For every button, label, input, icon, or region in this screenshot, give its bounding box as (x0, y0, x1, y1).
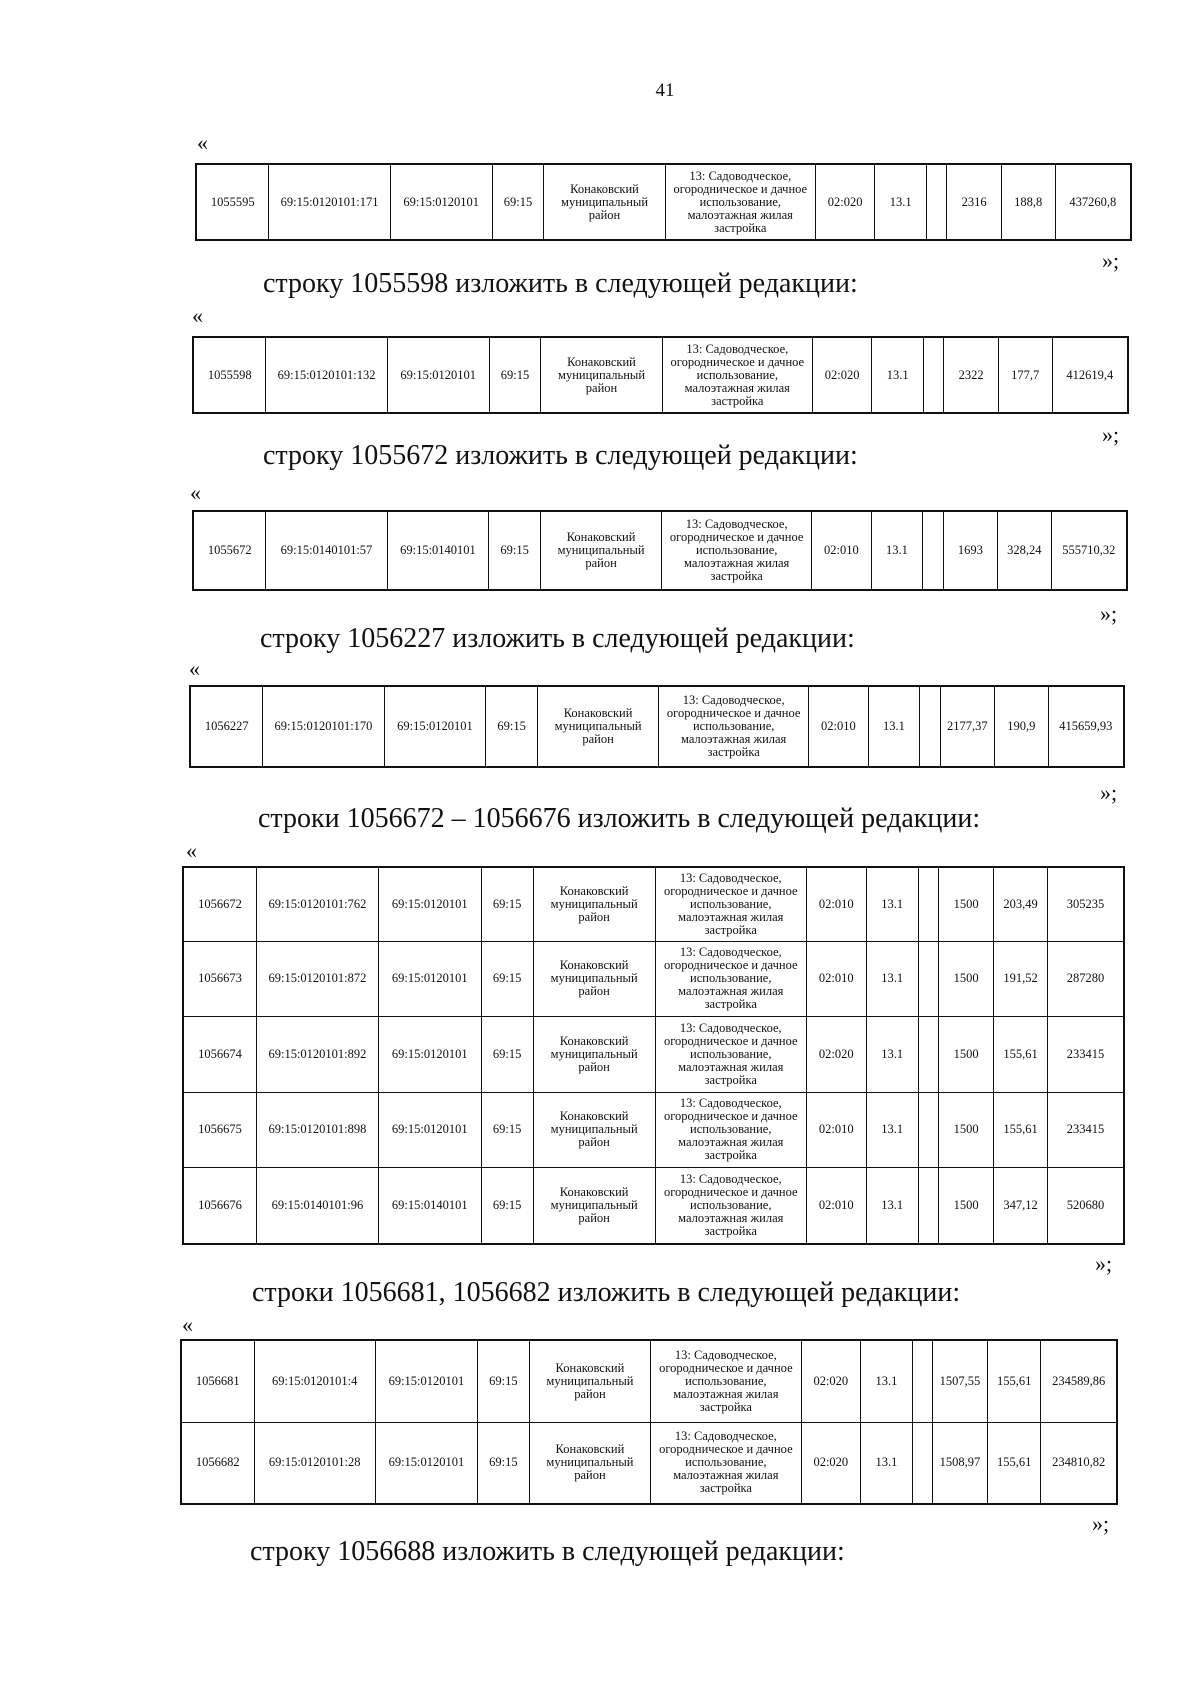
table-row (181, 1340, 1117, 1422)
area-cell: 2177,37 (940, 686, 995, 767)
district-code-cell: 69:15 (481, 941, 533, 1016)
row-number-cell: 1056674 (183, 1016, 256, 1092)
group-cell: 13.1 (861, 1340, 913, 1422)
row-number-cell: 1056675 (183, 1092, 256, 1167)
group-cell: 13.1 (866, 941, 918, 1016)
group-cell: 13.1 (872, 337, 924, 413)
empty-cell (918, 941, 938, 1016)
section-heading: строку 1055672 изложить в следующей редакции: (263, 440, 858, 471)
row-number-cell: 1056681 (181, 1340, 254, 1422)
group-cell: 13.1 (868, 686, 920, 767)
opening-quote: « (186, 838, 197, 863)
cadastral-value-cell: 555710,32 (1051, 511, 1127, 590)
municipality-cell: Конаковский муниципальный район (541, 337, 662, 413)
specific-value-cell: 177,7 (998, 337, 1052, 413)
use-code-cell: 02:010 (806, 1092, 866, 1167)
cadastral-value-cell: 233415 (1048, 1092, 1124, 1167)
empty-cell (918, 1092, 938, 1167)
land-use-cell: 13: Садоводческое, огородническое и дачное использование, малоэтажная жилая застройка (655, 1167, 806, 1244)
cadastral-quarter-cell: 69:15:0140101 (387, 511, 489, 590)
specific-value-cell: 188,8 (1001, 164, 1055, 240)
specific-value-cell: 347,12 (994, 1167, 1048, 1244)
municipality-cell: Конаковский муниципальный район (533, 867, 655, 941)
use-code-cell: 02:020 (801, 1340, 860, 1422)
empty-cell (920, 686, 940, 767)
group-cell: 13.1 (871, 511, 923, 590)
closing-quote: »; (1095, 1251, 1113, 1276)
cadastral-number-cell: 69:15:0120101:892 (256, 1016, 378, 1092)
cadastral-number-cell: 69:15:0120101:898 (256, 1092, 378, 1167)
cadastral-value-cell: 412619,4 (1052, 337, 1128, 413)
closing-quote: »; (1100, 780, 1118, 805)
row-number-cell: 1055672 (193, 511, 266, 590)
specific-value-cell: 155,61 (994, 1092, 1048, 1167)
row-number-cell: 1056676 (183, 1167, 256, 1244)
amendment-table (189, 685, 1125, 768)
amendment-table (192, 510, 1128, 591)
district-code-cell: 69:15 (481, 1016, 533, 1092)
use-code-cell: 02:020 (801, 1422, 860, 1504)
area-cell: 1500 (939, 1167, 994, 1244)
specific-value-cell: 328,24 (998, 511, 1052, 590)
area-cell: 1508,97 (933, 1422, 988, 1504)
municipality-cell: Конаковский муниципальный район (533, 941, 655, 1016)
section-heading: строки 1056672 – 1056676 изложить в следующей редакции: (258, 803, 981, 834)
area-cell: 2322 (944, 337, 999, 413)
specific-value-cell: 155,61 (987, 1340, 1041, 1422)
district-code-cell: 69:15 (477, 1340, 529, 1422)
table-row (183, 867, 1124, 941)
closing-quote: »; (1102, 248, 1120, 273)
empty-cell (923, 511, 943, 590)
table-row (183, 941, 1124, 1016)
group-cell: 13.1 (861, 1422, 913, 1504)
cadastral-value-cell: 305235 (1048, 867, 1124, 941)
table-row (183, 1016, 1124, 1092)
use-code-cell: 02:010 (812, 511, 871, 590)
empty-cell (912, 1422, 932, 1504)
page-number: 41 (655, 80, 675, 101)
cadastral-value-cell: 234589,86 (1041, 1340, 1117, 1422)
section-heading: строку 1056227 изложить в следующей редакции: (260, 623, 855, 654)
land-use-cell: 13: Садоводческое, огородническое и дачное использование, малоэтажная жилая застройка (655, 867, 806, 941)
specific-value-cell: 191,52 (994, 941, 1048, 1016)
specific-value-cell: 155,61 (987, 1422, 1041, 1504)
cadastral-quarter-cell: 69:15:0120101 (378, 867, 481, 941)
opening-quote: « (190, 480, 201, 505)
use-code-cell: 02:010 (806, 941, 866, 1016)
area-cell: 1500 (939, 1016, 994, 1092)
land-use-cell: 13: Садоводческое, огородническое и дачное использование, малоэтажная жилая застройка (655, 941, 806, 1016)
use-code-cell: 02:010 (806, 1167, 866, 1244)
closing-quote: »; (1102, 422, 1120, 447)
municipality-cell: Конаковский муниципальный район (533, 1092, 655, 1167)
empty-cell (918, 867, 938, 941)
district-code-cell: 69:15 (481, 1167, 533, 1244)
row-number-cell: 1056673 (183, 941, 256, 1016)
cadastral-value-cell: 520680 (1048, 1167, 1124, 1244)
land-use-cell: 13: Садоводческое, огородническое и дачное использование, малоэтажная жилая застройка (662, 337, 812, 413)
empty-cell (924, 337, 944, 413)
use-code-cell: 02:010 (806, 867, 866, 941)
section-heading: строку 1055598 изложить в следующей редакции: (263, 268, 858, 299)
cadastral-number-cell: 69:15:0120101:872 (256, 941, 378, 1016)
area-cell: 1500 (939, 1092, 994, 1167)
cadastral-value-cell: 415659,93 (1048, 686, 1124, 767)
closing-quote: »; (1092, 1511, 1110, 1536)
district-code-cell: 69:15 (489, 337, 541, 413)
cadastral-quarter-cell: 69:15:0120101 (378, 941, 481, 1016)
area-cell: 1507,55 (933, 1340, 988, 1422)
cadastral-value-cell: 287280 (1048, 941, 1124, 1016)
table-row (193, 511, 1127, 590)
land-use-cell: 13: Садоводческое, огородническое и дачное использование, малоэтажная жилая застройка (651, 1422, 801, 1504)
use-code-cell: 02:010 (809, 686, 868, 767)
land-use-cell: 13: Садоводческое, огородническое и дачное использование, малоэтажная жилая застройка (662, 511, 812, 590)
empty-cell (918, 1167, 938, 1244)
use-code-cell: 02:020 (815, 164, 874, 240)
municipality-cell: Конаковский муниципальный район (533, 1016, 655, 1092)
cadastral-quarter-cell: 69:15:0120101 (375, 1340, 477, 1422)
land-use-cell: 13: Садоводческое, огородническое и дачное использование, малоэтажная жилая застройка (655, 1092, 806, 1167)
group-cell: 13.1 (866, 1016, 918, 1092)
cadastral-value-cell: 233415 (1048, 1016, 1124, 1092)
municipality-cell: Конаковский муниципальный район (537, 686, 658, 767)
opening-quote: « (197, 130, 208, 155)
municipality-cell: Конаковский муниципальный район (544, 164, 665, 240)
group-cell: 13.1 (866, 867, 918, 941)
land-use-cell: 13: Садоводческое, огородническое и дачное использование, малоэтажная жилая застройка (651, 1340, 801, 1422)
cadastral-number-cell: 69:15:0120101:171 (269, 164, 390, 240)
district-code-cell: 69:15 (492, 164, 544, 240)
land-use-cell: 13: Садоводческое, огородническое и дачное использование, малоэтажная жилая застройка (655, 1016, 806, 1092)
municipality-cell: Конаковский муниципальный район (533, 1167, 655, 1244)
table-row (193, 337, 1128, 413)
cadastral-quarter-cell: 69:15:0140101 (378, 1167, 481, 1244)
table-row (183, 1092, 1124, 1167)
group-cell: 13.1 (866, 1092, 918, 1167)
row-number-cell: 1056682 (181, 1422, 254, 1504)
table-row (183, 1167, 1124, 1244)
row-number-cell: 1056227 (190, 686, 263, 767)
district-code-cell: 69:15 (477, 1422, 529, 1504)
amendment-table (192, 336, 1129, 414)
cadastral-value-cell: 234810,82 (1041, 1422, 1117, 1504)
cadastral-number-cell: 69:15:0120101:4 (254, 1340, 375, 1422)
row-number-cell: 1056672 (183, 867, 256, 941)
use-code-cell: 02:020 (806, 1016, 866, 1092)
amendment-table (182, 866, 1125, 1245)
district-code-cell: 69:15 (486, 686, 538, 767)
specific-value-cell: 155,61 (994, 1016, 1048, 1092)
area-cell: 1500 (939, 941, 994, 1016)
district-code-cell: 69:15 (489, 511, 541, 590)
opening-quote: « (182, 1312, 193, 1337)
area-cell: 2316 (947, 164, 1002, 240)
cadastral-quarter-cell: 69:15:0120101 (390, 164, 492, 240)
section-heading: строку 1056688 изложить в следующей редакции: (250, 1536, 845, 1567)
cadastral-quarter-cell: 69:15:0120101 (384, 686, 486, 767)
specific-value-cell: 203,49 (994, 867, 1048, 941)
cadastral-number-cell: 69:15:0120101:762 (256, 867, 378, 941)
table-row (181, 1422, 1117, 1504)
district-code-cell: 69:15 (481, 1092, 533, 1167)
municipality-cell: Конаковский муниципальный район (540, 511, 661, 590)
cadastral-number-cell: 69:15:0140101:57 (266, 511, 387, 590)
table-row (190, 686, 1124, 767)
cadastral-number-cell: 69:15:0120101:170 (263, 686, 384, 767)
cadastral-quarter-cell: 69:15:0120101 (378, 1092, 481, 1167)
cadastral-quarter-cell: 69:15:0120101 (387, 337, 489, 413)
empty-cell (912, 1340, 932, 1422)
amendment-table (180, 1339, 1118, 1505)
cadastral-number-cell: 69:15:0120101:132 (266, 337, 387, 413)
cadastral-number-cell: 69:15:0120101:28 (254, 1422, 375, 1504)
empty-cell (927, 164, 947, 240)
cadastral-value-cell: 437260,8 (1055, 164, 1131, 240)
empty-cell (918, 1016, 938, 1092)
group-cell: 13.1 (875, 164, 927, 240)
cadastral-quarter-cell: 69:15:0120101 (375, 1422, 477, 1504)
land-use-cell: 13: Садоводческое, огородническое и дачное использование, малоэтажная жилая застройка (659, 686, 809, 767)
area-cell: 1693 (943, 511, 998, 590)
opening-quote: « (192, 303, 203, 328)
specific-value-cell: 190,9 (995, 686, 1049, 767)
cadastral-number-cell: 69:15:0140101:96 (256, 1167, 378, 1244)
use-code-cell: 02:020 (812, 337, 871, 413)
municipality-cell: Конаковский муниципальный район (529, 1422, 650, 1504)
group-cell: 13.1 (866, 1167, 918, 1244)
section-heading: строки 1056681, 1056682 изложить в следующей редакции: (252, 1277, 961, 1308)
amendment-table (195, 163, 1132, 241)
table-row (196, 164, 1131, 240)
land-use-cell: 13: Садоводческое, огородническое и дачное использование, малоэтажная жилая застройка (665, 164, 815, 240)
row-number-cell: 1055598 (193, 337, 266, 413)
closing-quote: »; (1100, 601, 1118, 626)
district-code-cell: 69:15 (481, 867, 533, 941)
municipality-cell: Конаковский муниципальный район (529, 1340, 650, 1422)
area-cell: 1500 (939, 867, 994, 941)
cadastral-quarter-cell: 69:15:0120101 (378, 1016, 481, 1092)
opening-quote: « (189, 656, 200, 681)
row-number-cell: 1055595 (196, 164, 269, 240)
